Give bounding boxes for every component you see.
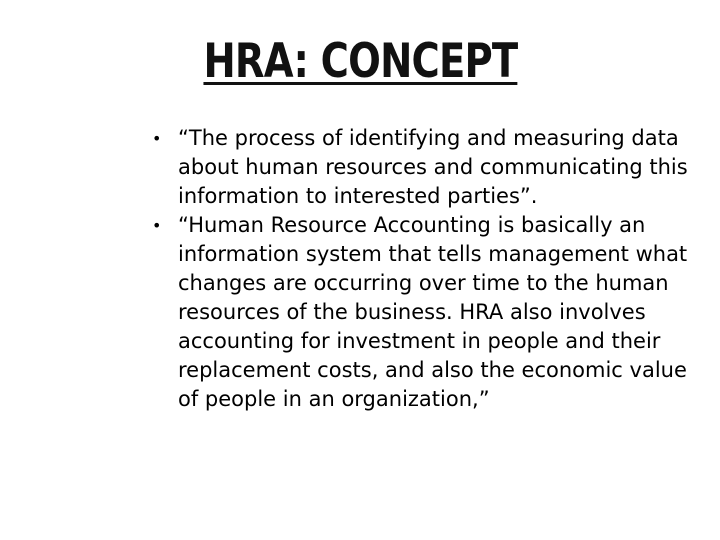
- bullet-list: [152, 124, 692, 414]
- slide-title: HRA: CONCEPT: [203, 34, 517, 89]
- bullet-text: “The process of identifying and measuring data about human resources and communicating this information to interested parties”.: [178, 126, 688, 208]
- bullet-icon: •: [152, 129, 162, 148]
- slide-title-container: [0, 32, 720, 92]
- bullet-icon: •: [152, 216, 162, 235]
- bullet-item: [152, 211, 692, 414]
- bullet-text: “Human Resource Accounting is basically an information system that tells management what changes are occurring over time to the human resources of the business. HRA also involves accounting for investment in people and their replacement costs, and also the economic value of people in an organization,”: [178, 213, 688, 411]
- bullet-item: [152, 124, 692, 211]
